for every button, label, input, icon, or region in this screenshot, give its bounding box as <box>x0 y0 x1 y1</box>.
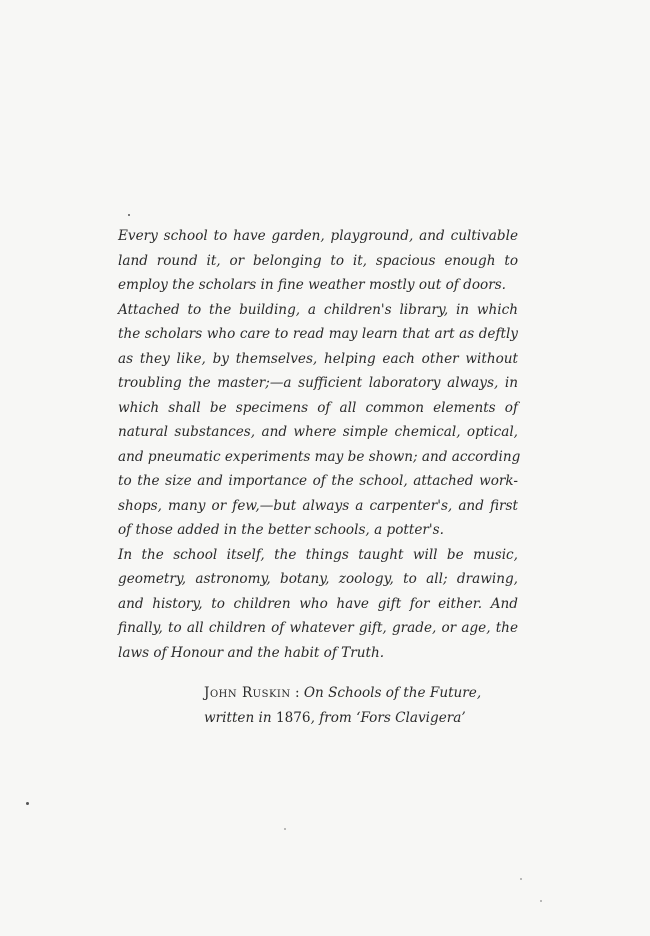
paragraph-2 <box>118 298 521 543</box>
text-line: natural substances, and where simple chemical, optical, <box>118 424 518 440</box>
text-line: finally, to all children of whatever gift, grade, or age, the <box>118 620 518 636</box>
paragraph-1 <box>118 224 518 298</box>
paper-speck <box>128 214 130 216</box>
text-line: the scholars who care to read may learn that art as deftly <box>118 326 518 342</box>
text-line: land round it, or belonging to it, spacious enough to <box>118 252 518 269</box>
source-title: ‘Fors Clavigera’ <box>356 710 466 726</box>
attribution-line-1 <box>204 681 481 706</box>
from-text: , from <box>310 710 357 726</box>
attribution <box>204 681 481 731</box>
paper-speck <box>540 900 542 902</box>
text-line: Attached to the building, a children's library, in which <box>118 301 518 318</box>
work-title: On Schools of the Future, <box>303 685 482 701</box>
paper-speck <box>520 878 522 880</box>
text-line: to the size and importance of the school, attached work- <box>118 473 518 489</box>
written-in-text: written in <box>204 710 272 726</box>
text-line: and history, to children who have gift for either. And <box>118 595 518 612</box>
attribution-line-2 <box>204 706 481 731</box>
text-line: employ the scholars in fine weather mostly out of doors. <box>118 277 506 293</box>
text-line: of those added in the better schools, a potter's. <box>118 522 444 538</box>
text-line: and pneumatic experiments may be shown; and according <box>118 448 521 465</box>
paragraph-3 <box>118 543 518 666</box>
text-line: shops, many or few,—but always a carpenter's, and first <box>118 497 518 514</box>
paper-speck <box>26 802 29 805</box>
text-line: Every school to have garden, playground, and cultivable <box>118 228 518 244</box>
quotation-body <box>118 224 521 665</box>
text-line: geometry, astronomy, botany, zoology, to all; drawing, <box>118 571 518 587</box>
text-line: troubling the master;—a sufficient laboratory always, in <box>118 375 518 391</box>
year-text: 1876 <box>275 710 311 726</box>
text-line: as they like, by themselves, helping each other without <box>118 350 518 367</box>
text-line: which shall be specimens of all common elements of <box>118 399 518 416</box>
paper-speck <box>284 828 286 830</box>
text-line: laws of Honour and the habit of Truth. <box>118 644 385 661</box>
attribution-colon: : <box>290 685 304 701</box>
author-name: John Ruskin <box>204 685 291 701</box>
text-line: In the school itself, the things taught will be music, <box>118 546 518 563</box>
